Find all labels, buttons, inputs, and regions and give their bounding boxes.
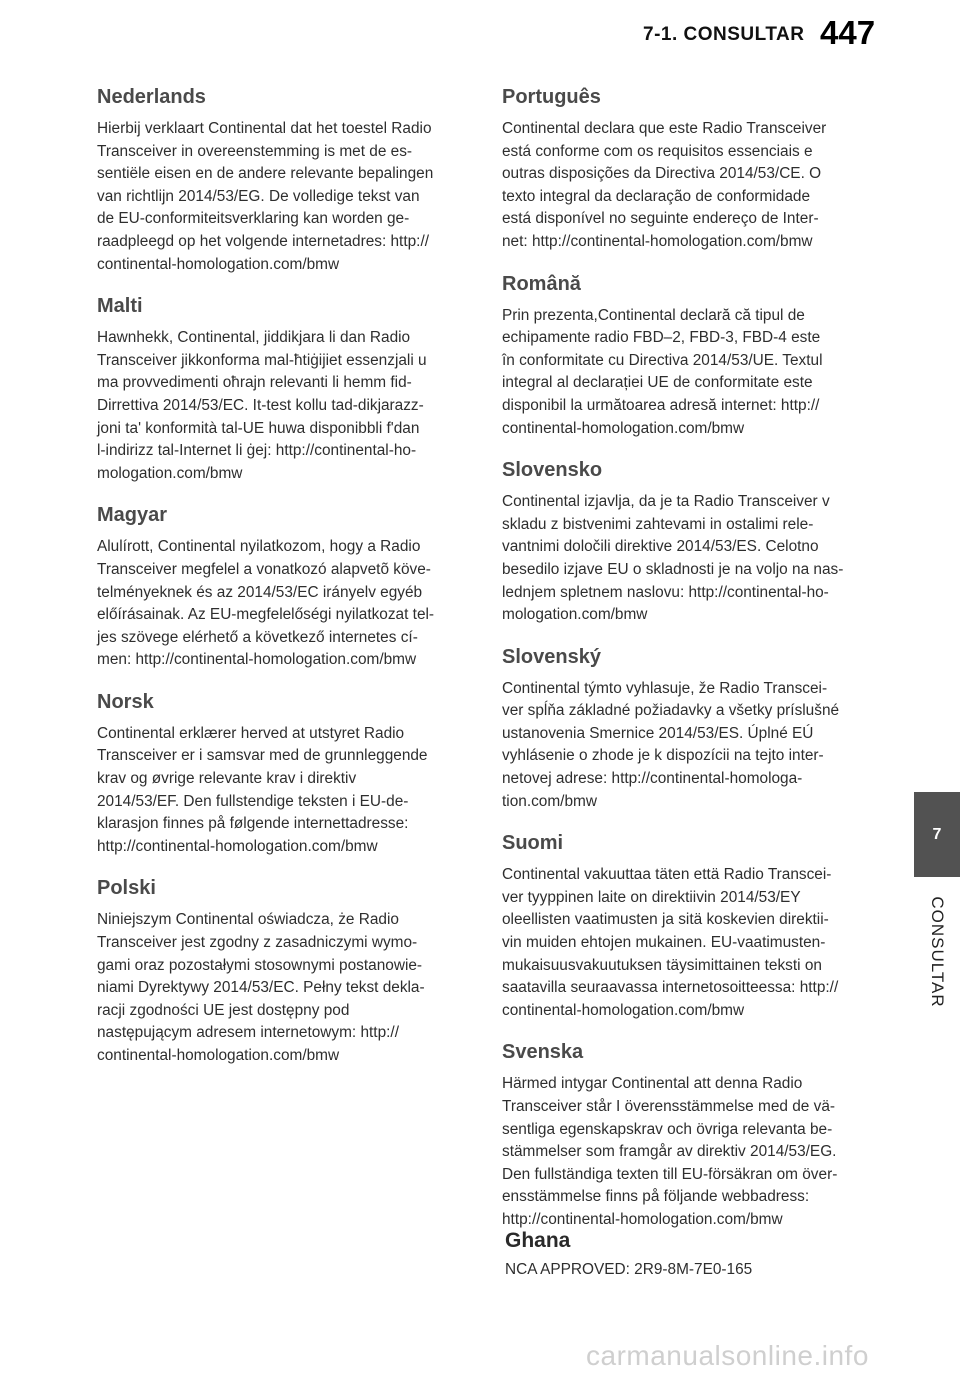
section-heading: Português: [502, 86, 601, 108]
section-ghana: [505, 1229, 865, 1279]
section-portugues: [502, 84, 870, 254]
section-text: Continental declara que este Radio Transceiver está conforme com os requisitos essenciais e outras disposições da Directiva 2014/53/CE. O texto integral da declaração de conformidade está disponível no seguinte endereço de Inter- net: http://continental-homologation.com/bmw: [502, 120, 827, 250]
section-magyar: [97, 502, 467, 672]
chapter-label: CONSULTAR: [928, 896, 947, 1008]
chapter-tab: [914, 792, 960, 877]
section-heading: Svenska: [502, 1041, 584, 1064]
section-norsk: [97, 689, 467, 859]
chapter-number: 7: [932, 825, 942, 843]
section-heading: Slovensko: [502, 459, 603, 482]
section-text: Hierbij verklaart Continental dat het toestel Radio Transceiver in overeenstemming is met de es- sentiële eisen en de andere relevante bepalingen van richtlijn 2014/53/EG. De volledige tekst van de EU-conformiteitsverklaring kan worden ge- raadpleegd op het volgende internetadres: http:// continental-homologation.com/bmw: [97, 120, 434, 273]
section-text: Continental vakuuttaa täten että Radio Transcei- ver tyyppinen laite on direktiivin 2014/53/EY oleellisten vaatimusten ja sitä koskevien direktii- vin muiden ehtojen mukainen. EU-vaatimusten- mukaisuusvakuutuksen täysimittainen teksti on saatavilla seuraavassa internetosoitteessa: http:// continental-homologation.com/bmw: [502, 866, 839, 1019]
section-heading: Polski: [97, 877, 156, 900]
section-heading: Suomi: [502, 832, 564, 855]
section-heading: Slovenský: [502, 645, 601, 668]
section-heading: Malti: [97, 295, 143, 318]
section-heading: Română: [502, 272, 581, 295]
section-slovensky: [502, 644, 870, 814]
section-romana: [502, 271, 870, 441]
section-text: NCA APPROVED: 2R9-8M-7E0-165: [505, 1261, 753, 1278]
section-heading: Magyar: [97, 504, 168, 527]
section-text: Continental izjavlja, da je ta Radio Transceiver v skladu z bistvenimi zahtevami in ostalimi rele- vantnimi določili direktive 2014/53/ES. Celotno besedilo izjave EU o skladnosti je na voljo na nas- lednjem spletnem naslovu: http://continental-ho- mologation.com/bmw: [502, 493, 844, 624]
section-slovensko: [502, 457, 870, 627]
section-heading: Norsk: [97, 690, 154, 713]
watermark: carmanualsonline.info: [586, 1340, 869, 1371]
section-text: Alulírott, Continental nyilatkozom, hogy a Radio Transceiver megfelel a vonatkozó alapvetõ köve- telményeknek és az 2014/53/EC irányelv egyéb előírásainak. Az EU-megfelelőségi nyilatkozat tel- jes szövege elérhető a következő internetes cí- men: http://continental-homologation.com/bmw: [97, 538, 435, 669]
section-text: Continental erklærer herved at utstyret Radio Transceiver er i samsvar med de grunnleggende krav og øvrige relevante krav i direktiv 2014/53/EF. Den fullstendige teksten i EU-de- klarasjon finnes på følgende internettadresse: http://continental-homologation.com/bmw: [97, 724, 428, 855]
section-heading: Nederlands: [97, 86, 206, 108]
section-text: Hawnhekk, Continental, jiddikjara li dan Radio Transceiver jikkonforma mal-ħtiġijiet essenzjali u ma provvedimenti oħrajn relevanti li hemm fid- Dirrettiva 2014/53/EC. It-test kollu tad-dikjarazz- joni ta' konformità tal-UE huwa disponibbli f'dan l-indirizz tal-Internet li ġej: http://continental-ho- mologation.com/bmw: [97, 329, 427, 482]
section-text: Continental týmto vyhlasuje, že Radio Transcei- ver spĺňa základné požiadavky a všetky príslušné ustanovenia Smernice 2014/53/ES. Úplné EÚ vyhlásenie o zhode je k dispozícii na tejto inter- netovej adrese: http://continental-homologa- tion.com/bmw: [502, 679, 840, 810]
section-text: Härmed intygar Continental att denna Radio Transceiver står I överensstämmelse med de vä- sentliga egenskapskrav och övriga relevanta be- stämmelser som framgår av direktiv 2014/53/EG. Den fullständiga texten till EU-försäkran om över- ensstämmelse finns på följande webbadress: http://continental-homologation.com/bmw: [502, 1075, 838, 1228]
section-suomi: [502, 830, 870, 1022]
section-nederlands: [97, 84, 467, 276]
section-svenska: [502, 1039, 870, 1231]
left-column: [97, 84, 467, 1085]
section-polski: [97, 875, 467, 1067]
section-heading: Ghana: [505, 1229, 571, 1252]
page-header-title: 7-1. CONSULTAR: [643, 24, 805, 45]
right-column: [502, 84, 870, 1249]
section-text: Niniejszym Continental oświadcza, że Radio Transceiver jest zgodny z zasadniczymi wymo- gami oraz pozostałymi stosownymi postanowie- niami Dyrektywy 2014/53/EC. Pełny tekst dekla- racji zgodności UE jest dostępny pod następującym adresem internetowym: http:// continental-homologation.com/bmw: [97, 911, 425, 1064]
page-number: 447: [820, 14, 876, 51]
section-text: Prin prezenta,Continental declară că tipul de echipamente radio FBD–2, FBD-3, FBD-4 este în conformitate cu Directiva 2014/53/UE. Textul integral al declarației UE de conformitate este disponibil la următoarea adresă internet: http:// continental-homologation.com/bmw: [502, 306, 823, 437]
section-malti: [97, 293, 467, 485]
